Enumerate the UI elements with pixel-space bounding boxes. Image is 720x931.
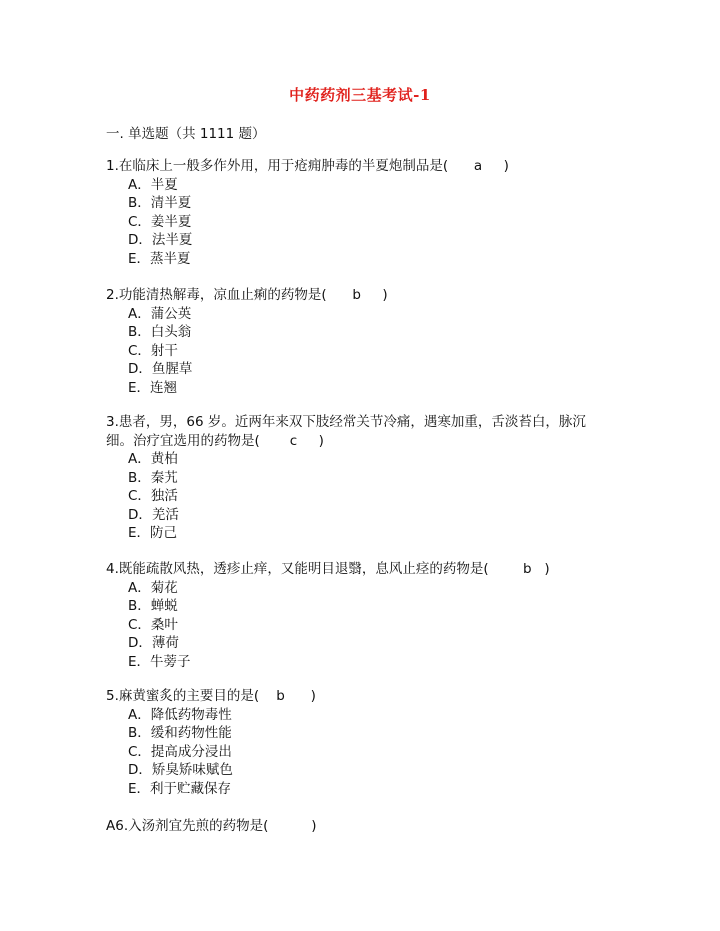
question-4: [106, 560, 550, 671]
option-c: C．提高成分浸出: [128, 743, 232, 760]
question-1: [106, 157, 509, 268]
option-d: D．鱼腥草: [128, 361, 193, 377]
question-stem: 3.患者，男，66 岁。近两年来双下肢经常关节冷痛，遇寒加重，舌淡苔白，脉沉: [106, 414, 586, 430]
option-b: B．秦艽: [128, 469, 178, 486]
question-stem: 1.在临床上一般多作外用，用于疮痈肿毒的半夏炮制品是( a ): [106, 158, 509, 174]
option-a: A．降低药物毒性: [128, 706, 232, 723]
option-e: E．蒸半夏: [128, 250, 191, 267]
option-b: B．白头翁: [128, 324, 192, 340]
option-e: E．利于贮藏保存: [128, 780, 232, 797]
option-c: C．射干: [128, 342, 178, 359]
option-c: C．独活: [128, 488, 178, 504]
option-a: A．半夏: [128, 176, 178, 193]
option-a: A．蒲公英: [128, 305, 192, 322]
option-b: B．清半夏: [128, 195, 192, 211]
option-c: C．姜半夏: [128, 213, 192, 230]
option-a: A．菊花: [128, 579, 178, 596]
question-stem: 2.功能清热解毒，凉血止痢的药物是( b ): [106, 287, 388, 303]
section-heading: 一. 单选题（共 1111 题）: [106, 126, 266, 142]
option-d: D．法半夏: [128, 232, 193, 248]
option-e: E．牛蒡子: [128, 653, 191, 670]
question-5: [106, 687, 316, 798]
option-d: D．薄荷: [128, 635, 179, 651]
document-title: 中药药剂三基考试-1: [289, 86, 431, 104]
option-c: C．桑叶: [128, 616, 178, 633]
question-3: [106, 413, 586, 543]
option-b: B．缓和药物性能: [128, 725, 232, 741]
option-e: E．连翘: [128, 379, 178, 396]
question-stem: 4.既能疏散风热，透疹止痒，又能明目退翳，息风止痉的药物是( b ): [106, 561, 550, 577]
option-d: D．矫臭矫味赋色: [128, 762, 233, 778]
option-b: B．蝉蜕: [128, 598, 178, 614]
option-d: D．羌活: [128, 506, 179, 523]
question-stem: A6.入汤剂宜先煎的药物是( ): [106, 818, 317, 834]
option-a: A．黄柏: [128, 451, 178, 467]
question-stem: 5.麻黄蜜炙的主要目的是( b ): [106, 688, 316, 704]
question-6: [106, 817, 317, 836]
question-stem-continued: 细。治疗宜选用的药物是( c ): [106, 432, 324, 449]
option-e: E．防己: [128, 525, 178, 541]
question-2: [106, 286, 388, 397]
